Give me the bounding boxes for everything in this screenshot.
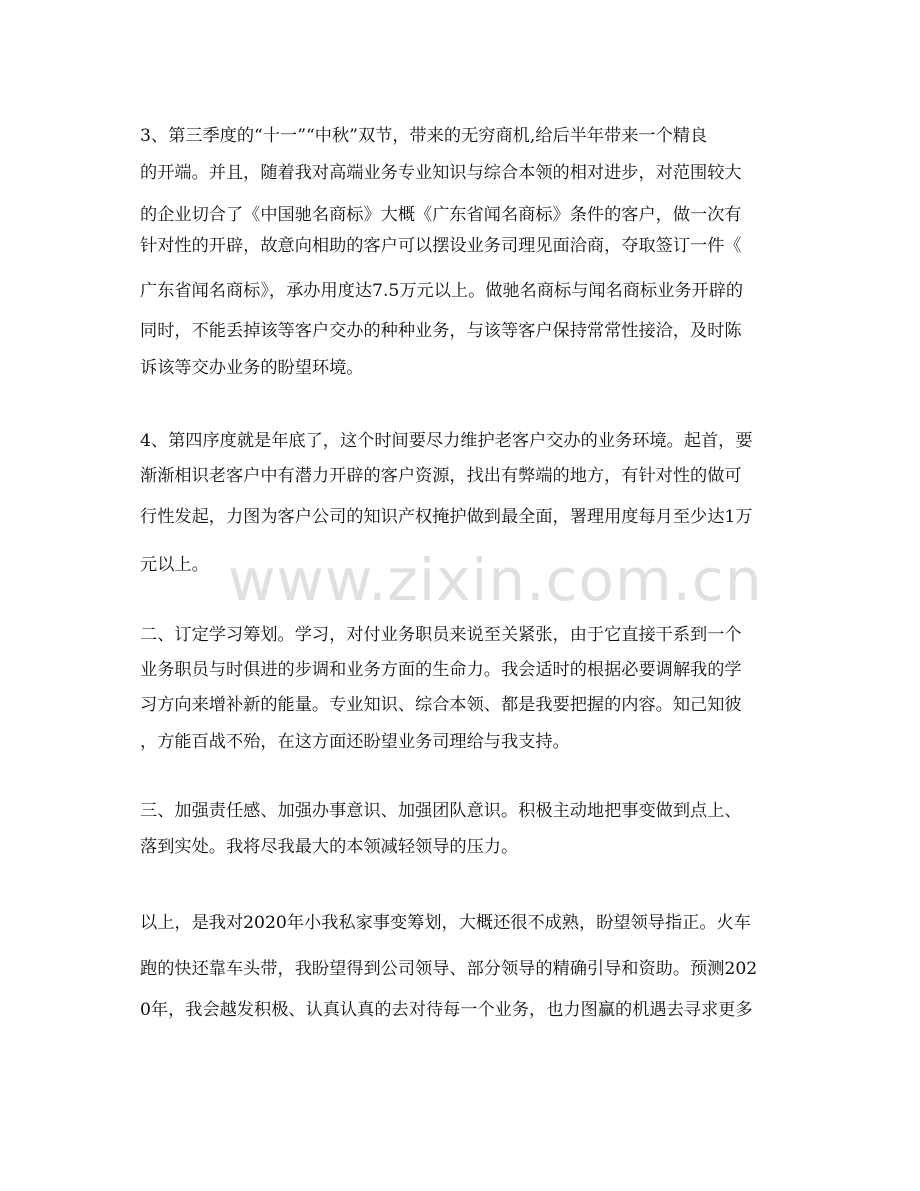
text-line: 同时，不能丢掉该等客户交办的种种业务，与该等客户保持常常性接洽，及时陈: [140, 321, 742, 341]
text-line: 落到实处。我将尽我最大的本领减轻领导的压力。: [140, 837, 519, 857]
text-line: ，方能百战不殆，在这方面还盼望业务司理给与我支持。: [140, 732, 570, 752]
text-line: 业务职员与时俱进的步调和业务方面的生命力。我会适时的根据必要调解我的学: [140, 660, 742, 680]
text-line: 3、第三季度的“十一”“中秋”双节，带来的无穷商机,给后半年带来一个精良: [140, 126, 708, 146]
text-line: 广东省闻名商标》，承办用度达7.5万元以上。做驰名商标与闻名商标业务开辟的: [140, 281, 744, 301]
text-line: 三、加强责任感、加强办事意识、加强团队意识。积极主动地把事变做到点上、: [140, 801, 742, 821]
text-line: 的开端。并且，随着我对高端业务专业知识与综合本领的相对进步，对范围较大: [140, 163, 742, 183]
text-line: 0年，我会越发积极、认真认真的去对待每一个业务，也力图赢的机遇去寻求更多: [140, 1000, 753, 1020]
text-line: 4、第四序度就是年底了，这个时间要尽力维护老客户交办的业务环境。起首，要: [140, 431, 753, 451]
text-line: 诉该等交办业务的盼望环境。: [140, 358, 364, 378]
text-line: 二、订定学习筹划。学习，对付业务职员来说至关紧张，由于它直接干系到一个: [140, 625, 742, 645]
text-line: 习方向来增补新的能量。专业知识、综合本领、都是我要把握的内容。知己知彼: [140, 695, 742, 715]
watermark: www.zixin.com.cn: [228, 546, 763, 614]
text-line: 跑的快还靠车头带，我盼望得到公司领导、部分领导的精确引导和资助。预测202: [140, 959, 758, 979]
text-line: 针对性的开辟，故意向相助的客户可以摆设业务司理见面洽商，夺取签订一件《: [140, 236, 742, 256]
text-line: 元以上。: [140, 555, 209, 575]
text-line: 渐渐相识老客户中有潜力开辟的客户资源，找出有弊端的地方，有针对性的做可: [140, 466, 742, 486]
text-line: 的企业切合了《中国驰名商标》大概《广东省闻名商标》条件的客户，做一次有: [140, 205, 742, 225]
text-line: 以上，是我对2020年小我私家事变筹划，大概还很不成熟，盼望领导指正。火车: [140, 913, 751, 933]
text-line: 行性发起，力图为客户公司的知识产权掩护做到最全面，署理用度每月至少达1万: [140, 507, 753, 527]
